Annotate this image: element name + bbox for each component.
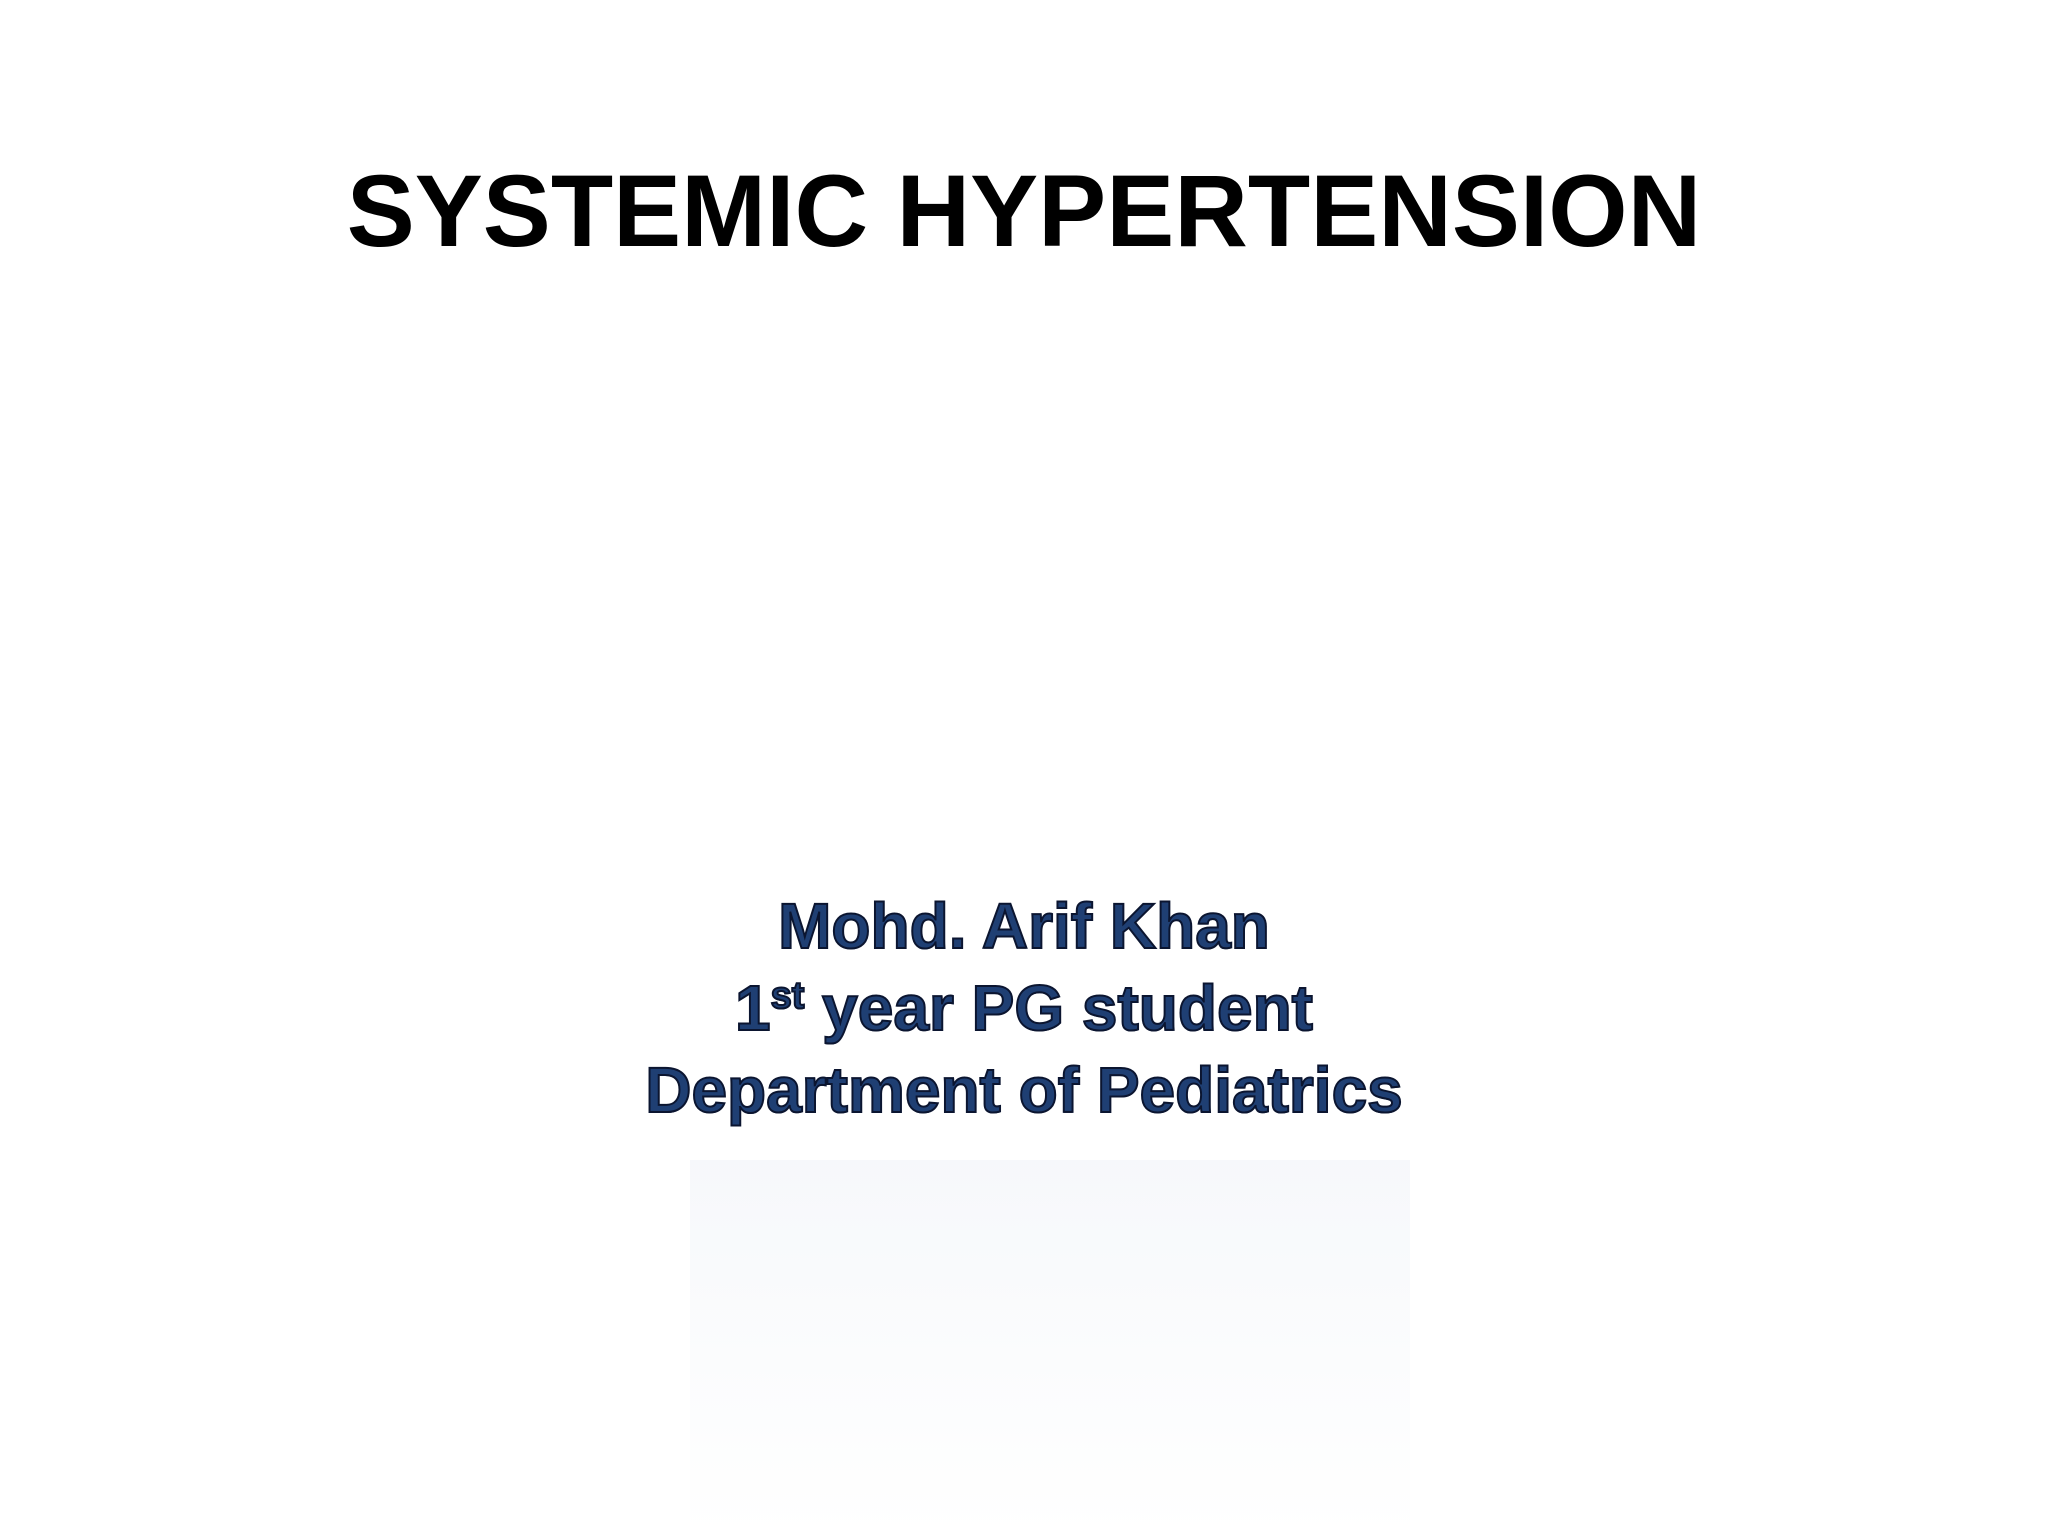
year-number: 1 [735, 972, 771, 1044]
slide-title: SYSTEMIC HYPERTENSION [346, 154, 1702, 268]
author-year [0, 967, 2048, 1049]
author-department: Department of Pediatrics [645, 1054, 1403, 1126]
author-info [0, 885, 2048, 1131]
year-ordinal-suffix: st [770, 975, 805, 1017]
author-name: Mohd. Arif Khan [778, 890, 1270, 962]
year-description: year PG student [804, 972, 1313, 1044]
text-reflection [690, 1160, 1410, 1536]
